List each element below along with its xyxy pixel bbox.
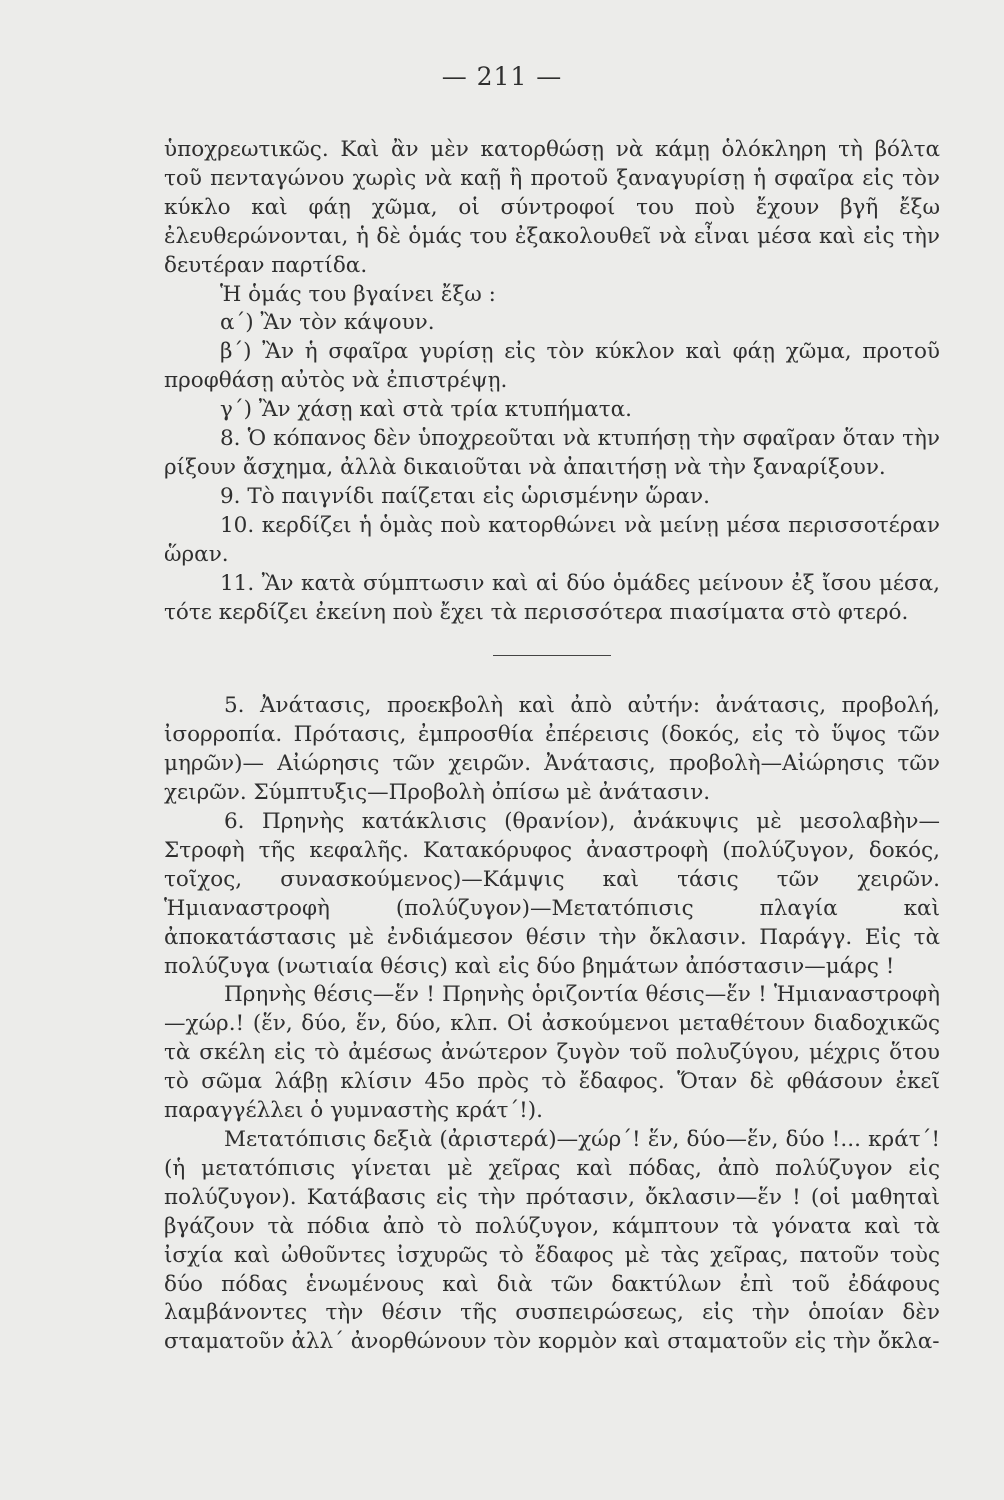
paragraph: Πρηνὴς θέσις—ἕν ! Πρηνὴς ὁριζοντία θέσις—ἕν ! Ἡμιαναστροφὴ—χώρ.! (ἕν, δύο, ἕν, δύο, κλπ. Οἱ ἀσκούμενοι μεταθέτουν διαδοχικῶς τὰ σκέλη εἰς τὸ ἀμέσως ἀνώτερον ζυγὸν τοῦ πολυζύγου, μέχρις ὅτου τὸ σῶμα λάβῃ κλίσιν 45ο πρὸς τὸ ἔδαφος. Ὅταν δὲ φθάσουν ἐκεῖ παραγγέλλει ὁ γυμναστὴς κράτ΄!). <box>164 982 940 1124</box>
paragraph: Ἡ ὁμάς του βγαίνει ἔξω : <box>220 281 496 307</box>
exercise-item: 6. Πρηνὴς κατάκλισις (θρανίον), ἀνάκυψις μὲ μεσολαβὴν—Στροφὴ τῆς κεφαλῆς. Κατακόρυφος ἀναστροφὴ (πολύζυγον, δοκός, τοῖχος, συνασκούμενος)—Κάμψις καὶ τάσις τῶν χειρῶν. Ἡμιαναστροφὴ (πολύζυγον)—Μετατόπισις πλαγία καὶ ἀποκατάστασις μὲ ἐνδιάμεσον θέσιν τὴν ὄκλασιν. Παράγγ. Εἰς τὰ πολύζυγα (νωτιαία θέσις) καὶ εἰς δύο βημάτων ἀπόστασιν—μάρς ! <box>164 809 940 979</box>
main-text <box>164 136 940 1357</box>
section-divider <box>493 655 611 656</box>
page-number: — 211 — <box>441 62 563 91</box>
list-item: γ΄) Ἂν χάσῃ καὶ στὰ τρία κτυπήματα. <box>220 397 632 423</box>
paragraph: ὑποχρεωτικῶς. Καὶ ἂν μὲν κατορθώσῃ νὰ κάμῃ ὁλόκληρη τὴ βόλτα τοῦ πενταγώνου χωρὶς νὰ καῇ ἢ προτοῦ ξαναγυρίσῃ ἡ σφαῖρα εἰς τὸν κύκλο καὶ φάῃ χῶμα, οἱ σύντροφοί του ποὺ ἔχουν βγῆ ἔξω ἐλευθερώνονται, ἡ δὲ ὁμάς του ἐξακολουθεῖ νὰ εἶναι μέσα καὶ εἰς τὴν δευτέραν παρτίδα. <box>164 137 940 278</box>
rules-section <box>164 136 940 627</box>
exercises-section <box>164 692 940 1357</box>
rule-item: 8. Ὁ κόπανος δὲν ὑποχρεοῦται νὰ κτυπήσῃ τὴν σφαῖραν ὅταν τὴν ρίξουν ἄσχημα, ἀλλὰ δικαιοῦται νὰ ἀπαιτήσῃ νὰ τὴν ξαναρίξουν. <box>164 426 940 480</box>
paragraph: Μετατόπισις δεξιὰ (ἀριστερά)—χώρ΄! ἕν, δύο—ἕν, δύο !... κράτ΄! (ἡ μετατόπισις γίνεται μὲ χεῖρας καὶ πόδας, ἀπὸ πολύζυγον εἰς πολύζυγον). Κατάβασις εἰς τὴν πρότασιν, ὄκλασιν—ἕν ! (οἱ μαθηταὶ βγάζουν τὰ πόδια ἀπὸ τὸ πολύζυγον, κάμπτουν τὰ γόνατα καὶ τὰ ἰσχία καὶ ὠθοῦντες ἰσχυρῶς τὸ ἔδαφος μὲ τὰς χεῖρας, πατοῦν τοὺς δύο πόδας ἑνωμένους καὶ διὰ τῶν δακτύλων ἐπὶ τοῦ ἐδάφους λαμβάνοντες τὴν θέσιν τῆς συσπειρώσεως, εἰς τὴν ὁποίαν δὲν σταματοῦν ἀλλ΄ ἀνορθώνουν τὸν κορμὸν καὶ σταματοῦν εἰς τὴν ὄκλα- <box>164 1127 940 1355</box>
list-item: β΄) Ἂν ἡ σφαῖρα γυρίσῃ εἰς τὸν κύκλον καὶ φάῃ χῶμα, προτοῦ προφθάσῃ αὐτὸς νὰ ἐπιστρέψῃ. <box>164 339 940 394</box>
rule-item: 11. Ἂν κατὰ σύμπτωσιν καὶ αἱ δύο ὁμάδες μείνουν ἐξ ἴσου μέσα, τότε κερδίζει ἐκείνη ποὺ ἔχει τὰ περισσότερα πιασίματα στὸ φτερό. <box>164 570 940 625</box>
rule-item: 9. Τὸ παιγνίδι παίζεται εἰς ὡρισμένην ὥραν. <box>220 483 710 509</box>
exercise-item: 5. Ἀνάτασις, προεκβολὴ καὶ ἀπὸ αὐτήν: ἀνάτασις, προβολή, ἰσορροπία. Πρότασις, ἐμπροσθία ἐπέρεισις (δοκός, εἰς τὸ ὕψος τῶν μηρῶν)— Αἰώρησις τῶν χειρῶν. Ἀνάτασις, προβολὴ—Αἰώρησις τῶν χειρῶν. Σύμπτυξις—Προβολὴ ὀπίσω μὲ ἀνάτασιν. <box>164 693 940 806</box>
rule-item: 10. κερδίζει ἡ ὁμὰς ποὺ κατορθώνει νὰ μείνῃ μέσα περισσοτέραν ὥραν. <box>164 512 940 567</box>
list-item: α΄) Ἂν τὸν κάψουν. <box>220 310 435 336</box>
